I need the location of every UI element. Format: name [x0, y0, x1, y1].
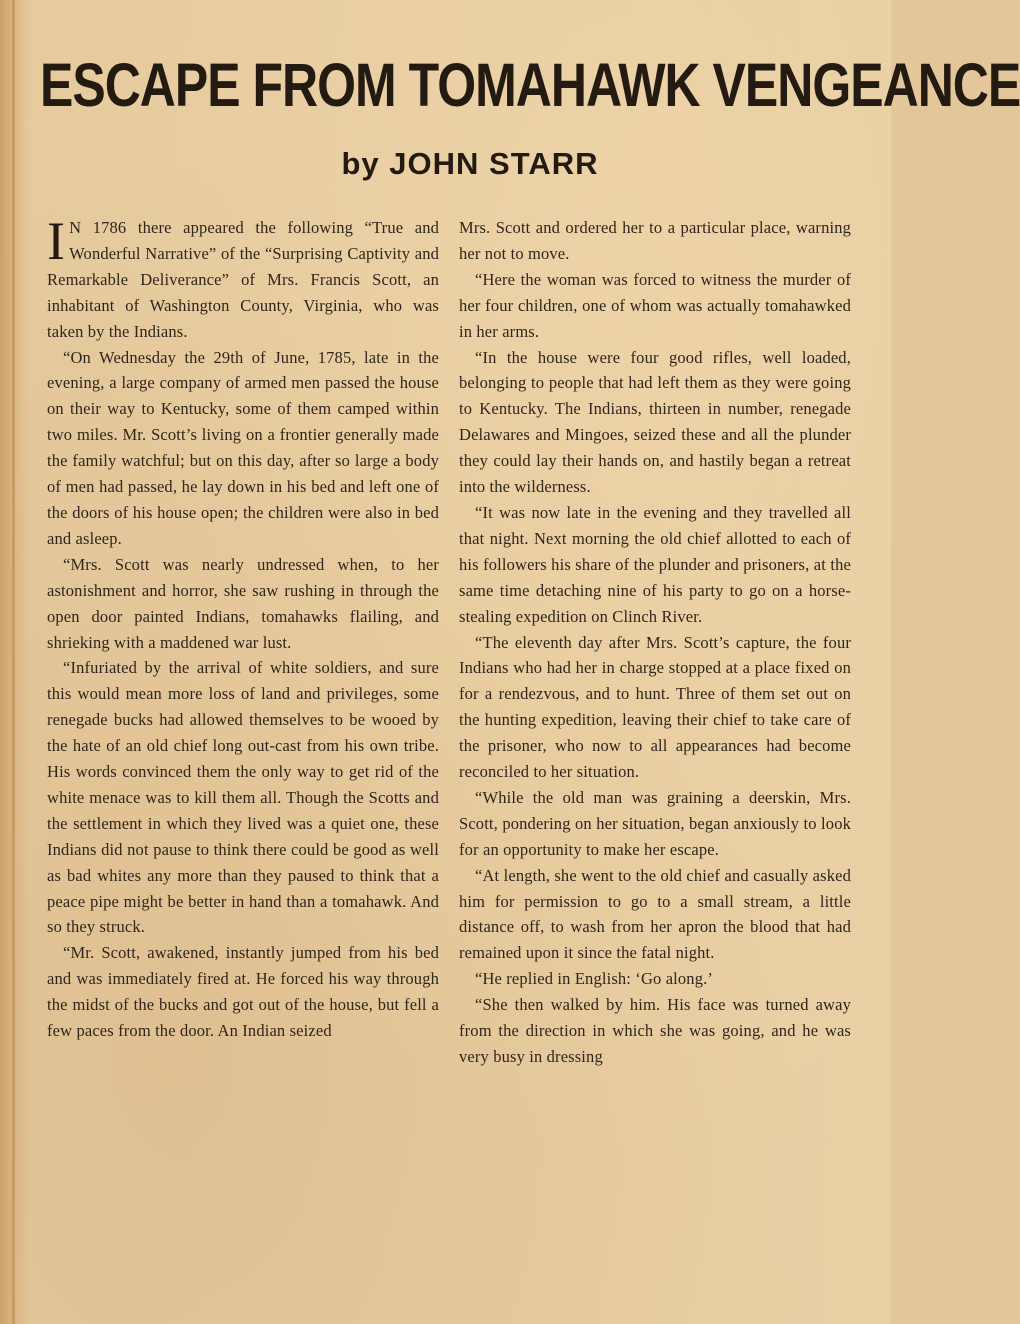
paragraph: “He replied in English: ‘Go along.’: [475, 969, 714, 989]
left-column: [47, 211, 439, 1305]
article-byline: by JOHN STARR: [341, 146, 599, 181]
paragraph: “Mr. Scott, awakened, instantly jumped from his bed and was immediately fired at. He forced his way through the midst of the bucks and got out of the house, but fell a few paces from the door. An Indian seized: [47, 943, 439, 1041]
paragraph: “In the house were four good rifles, well loaded, belonging to people that had left them as they were going to Kentucky. The Indians, thirteen in number, renegade Delawares and Mingoes, seized these and all the plunder they could lay their hands on, and hastily began a retreat into the wilderness.: [459, 347, 851, 497]
paragraph: “Infuriated by the arrival of white soldiers, and sure this would mean more loss of land and privileges, some renegade bucks had allowed themselves to be wooed by the hate of an old chief long out-cast from his own tribe. His words convinced them the only way to get rid of the white menace was to kill them all. Though the Scotts and the settlement in which they lived was a quiet one, these Indians did not pause to think there could be good as well as bad whites any more than they paused to think that a peace pipe might be better in hand than a tomahawk. And so they struck.: [47, 658, 439, 937]
page-spine-shadow: [12, 0, 15, 1324]
paragraph: “She then walked by him. His face was turned away from the direction in which she was going, and he was very busy in dressing: [459, 995, 851, 1066]
right-column: [459, 215, 851, 1305]
paragraph: “At length, she went to the old chief and casually asked him for permission to go to a small stream, a little distance off, to wash from her apron the blood that had remained upon it since the fatal night.: [459, 865, 851, 963]
paragraph: “While the old man was graining a deerskin, Mrs. Scott, pondering on her situation, began anxiously to look for an opportunity to make her escape.: [459, 787, 851, 859]
paragraph: “The eleventh day after Mrs. Scott’s capture, the four Indians who had her in charge stopped at a place fixed on for a rendezvous, and to hunt. Three of them set out on the hunting expedition, leaving their chief to take care of the prisoner, who now to all appearances had become reconciled to her situation.: [459, 632, 851, 782]
paragraph: Mrs. Scott and ordered her to a particular place, warning her not to move.: [459, 218, 851, 263]
drop-cap: I: [47, 211, 66, 271]
paragraph: [47, 211, 439, 345]
paragraph: “Here the woman was forced to witness the murder of her four children, one of whom was actually tomahawked in her arms.: [459, 269, 851, 341]
paragraph: “On Wednesday the 29th of June, 1785, late in the evening, a large company of armed men passed the house on their way to Kentucky, some of them camped within two miles. Mr. Scott’s living on a frontier generally made the family watchful; but on this day, after so large a body of men had passed, he lay down in his bed and left one of the doors of his house open; the children were also in bed and asleep.: [47, 347, 439, 548]
article-title: ESCAPE FROM TOMAHAWK VENGEANCE: [40, 51, 1020, 120]
paragraph: “Mrs. Scott was nearly undressed when, to her astonishment and horror, she saw rushing in through the open door painted Indians, tomahawks flailing, and shrieking with a maddened war lust.: [47, 554, 439, 652]
paragraph-text: N 1786 there appeared the following “True and Wonderful Narrative” of the “Surprising Captivity and Remarkable Deliverance” of Mrs. Francis Scott, an inhabitant of Washington County, Virginia, who was taken by the Indians.: [47, 218, 439, 341]
paragraph: “It was now late in the evening and they travelled all that night. Next morning the old chief allotted to each of his followers his share of the plunder and prisoners, at the same time detaching nine of his party to go on a horse-stealing expedition on Clinch River.: [459, 502, 851, 626]
